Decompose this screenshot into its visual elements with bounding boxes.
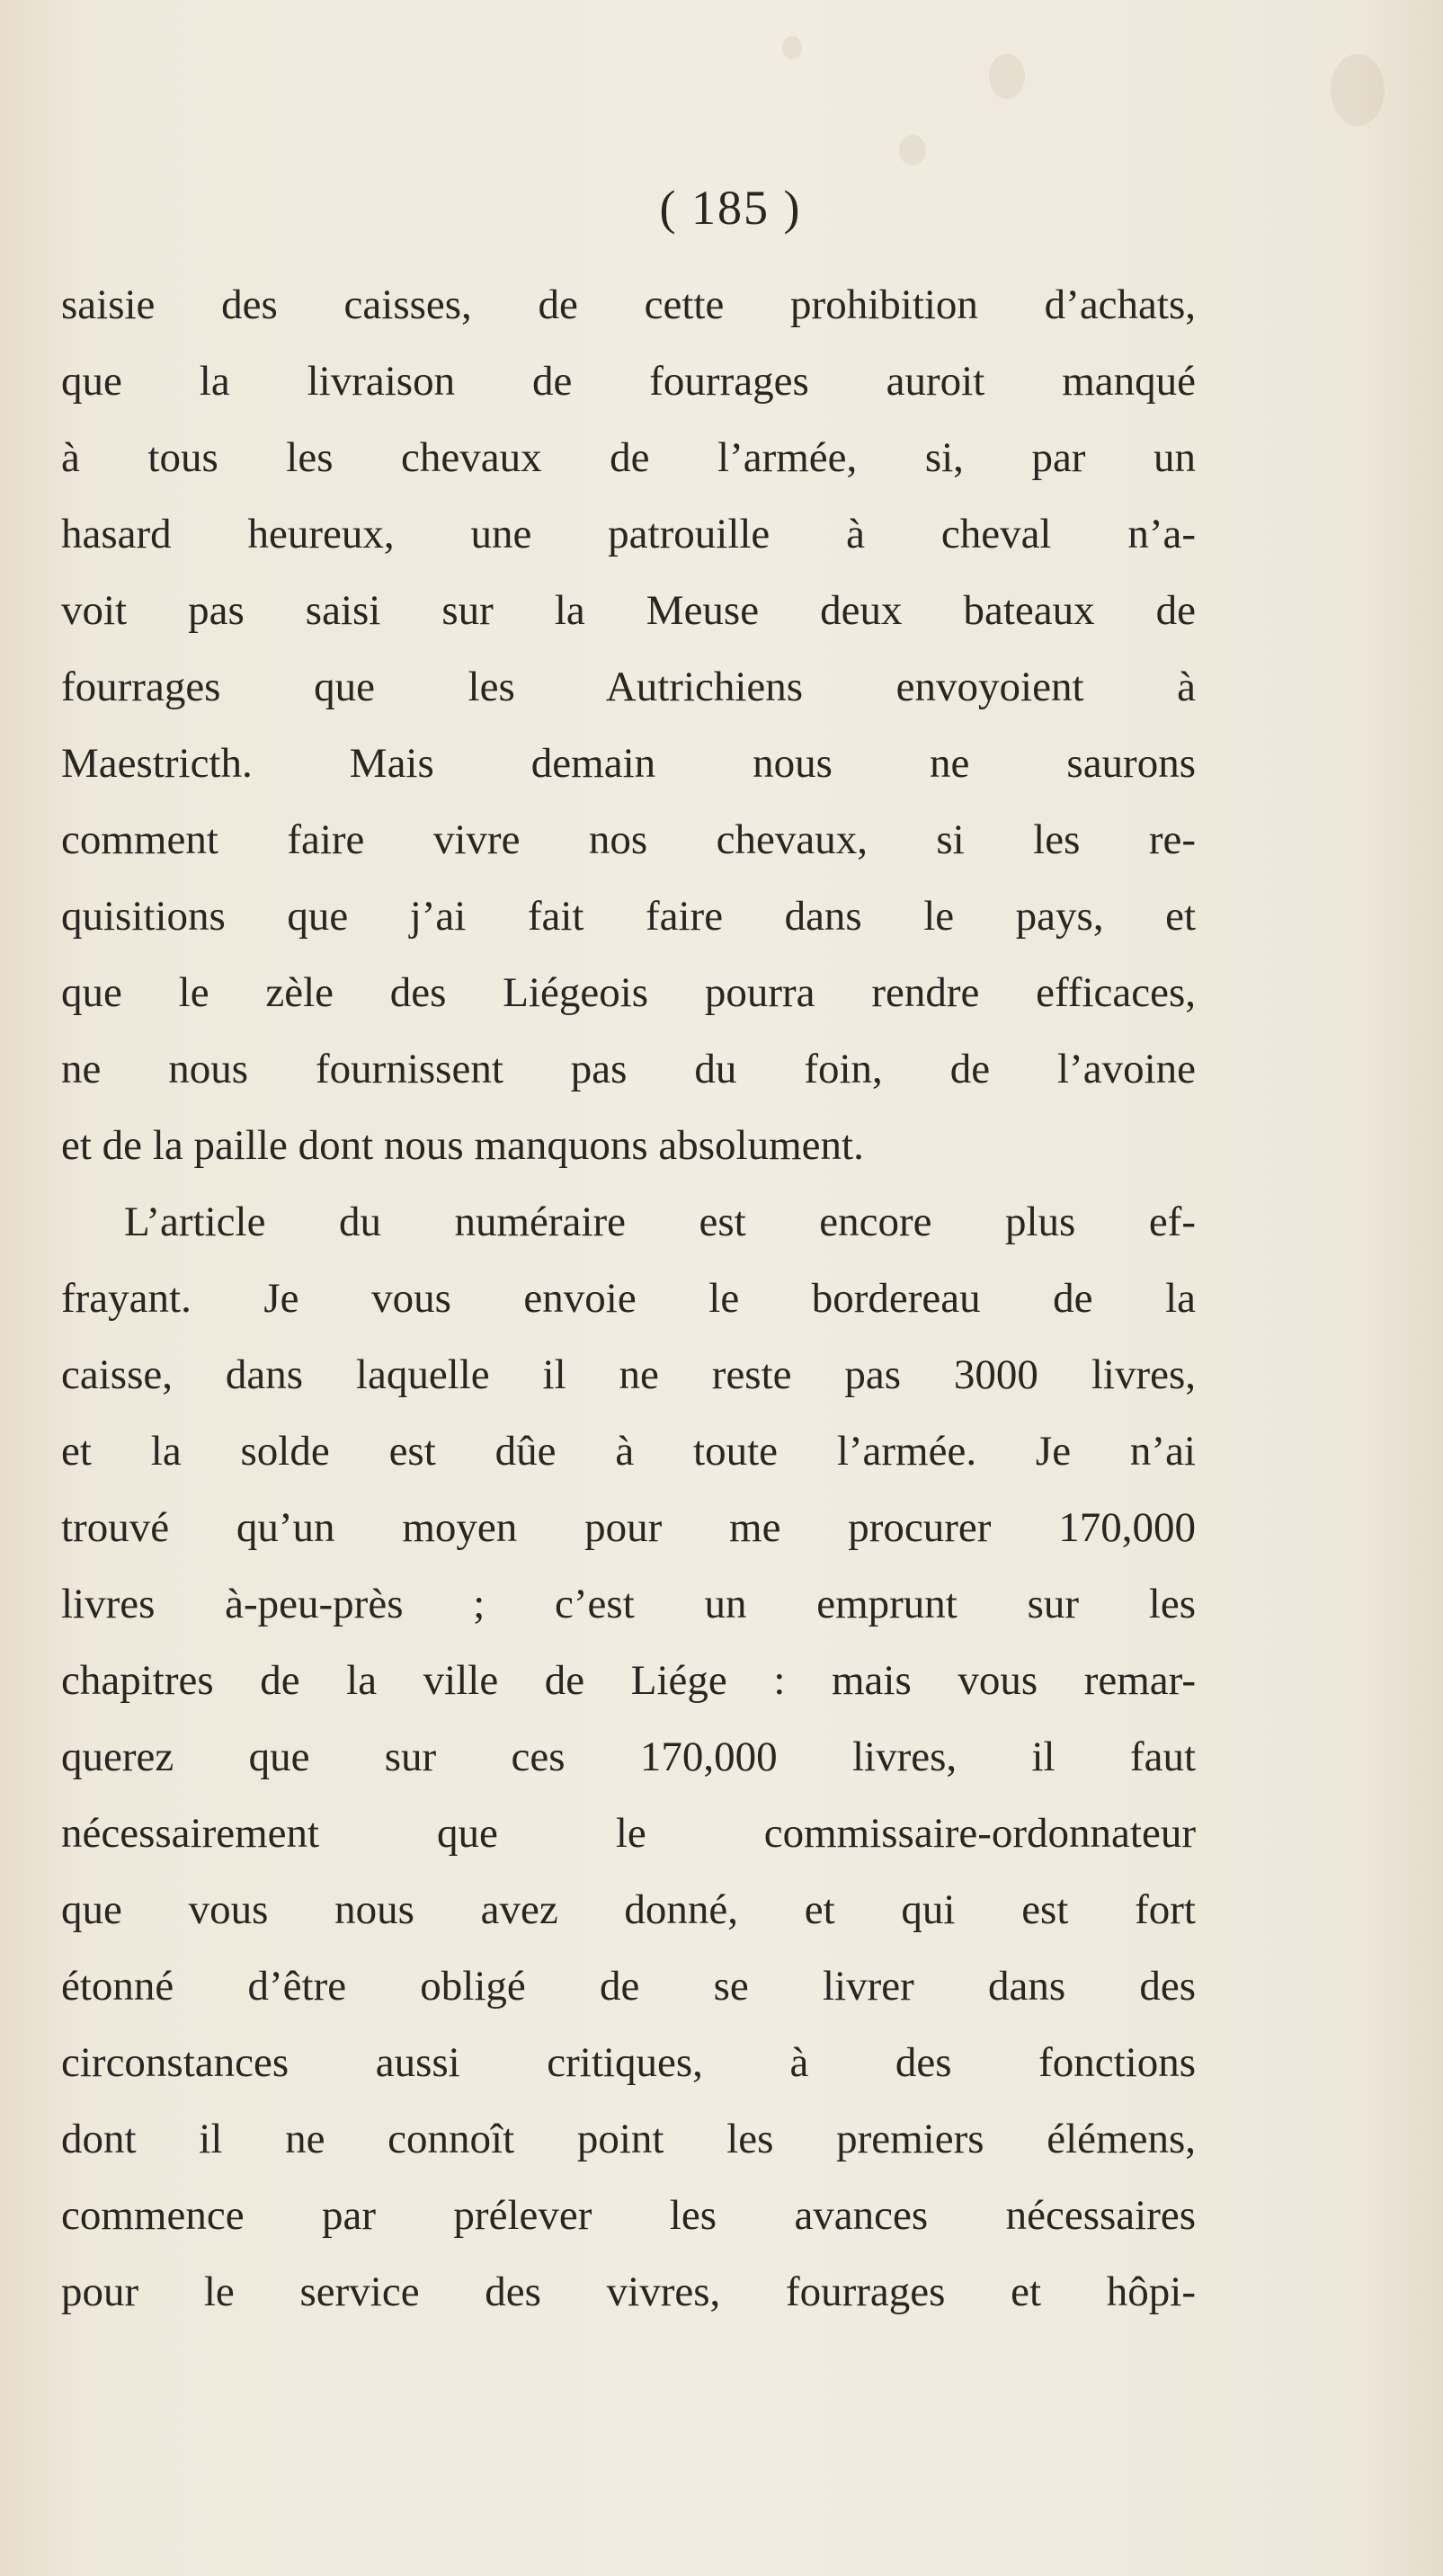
- paper-stain: [899, 135, 926, 165]
- paragraph-start-line: L’article du numéraire est encore plus ef-: [124, 1199, 1196, 1245]
- body-text: [61, 267, 1196, 2331]
- text-line: à tous les chevaux de l’armée, si, par un: [61, 434, 1196, 481]
- text-line: et la solde est dûe à toute l’armée. Je n’ai: [61, 1428, 1196, 1475]
- paper-stain: [989, 54, 1025, 99]
- text-line: comment faire vivre nos chevaux, si les re-: [61, 816, 1196, 863]
- text-line: circonstances aussi critiques, à des fonctions: [61, 2039, 1196, 2086]
- text-line: pour le service des vivres, fourrages et hôpi-: [61, 2268, 1196, 2315]
- text-line: quisitions que j’ai fait faire dans le pays, et: [61, 893, 1196, 940]
- text-line: ne nous fournissent pas du foin, de l’avoine: [61, 1046, 1196, 1092]
- text-line: que le zèle des Liégeois pourra rendre efficaces,: [61, 969, 1196, 1016]
- text-line: étonné d’être obligé de se livrer dans des: [61, 1963, 1196, 2010]
- paper-stain: [782, 36, 802, 59]
- paper-stain: [1331, 54, 1385, 126]
- text-line: que la livraison de fourrages auroit manqué: [61, 358, 1196, 405]
- text-line: querez que sur ces 170,000 livres, il faut: [61, 1734, 1196, 1780]
- text-line: et de la paille dont nous manquons absolument.: [61, 1122, 864, 1169]
- text-line: nécessairement que le commissaire-ordonnateur: [61, 1810, 1196, 1857]
- text-line: que vous nous avez donné, et qui est fort: [61, 1886, 1196, 1933]
- text-line: commence par prélever les avances nécessaires: [61, 2192, 1196, 2239]
- text-line: dont il ne connoît point les premiers élémens,: [61, 2116, 1196, 2162]
- text-line: hasard heureux, une patrouille à cheval n’a-: [61, 511, 1196, 557]
- text-line: saisie des caisses, de cette prohibition d’achats,: [61, 281, 1196, 328]
- text-line: chapitres de la ville de Liége : mais vous remar-: [61, 1657, 1196, 1704]
- text-line: voit pas saisi sur la Meuse deux bateaux de: [61, 587, 1196, 634]
- text-line: livres à-peu-près ; c’est un emprunt sur les: [61, 1581, 1196, 1627]
- text-line: fourrages que les Autrichiens envoyoient à: [61, 664, 1196, 710]
- text-line: caisse, dans laquelle il ne reste pas 3000 livres,: [61, 1351, 1196, 1398]
- page-number: ( 185 ): [659, 181, 802, 235]
- text-line: Maestricth. Mais demain nous ne saurons: [61, 740, 1196, 787]
- text-line: frayant. Je vous envoie le bordereau de la: [61, 1275, 1196, 1322]
- text-line: trouvé qu’un moyen pour me procurer 170,000: [61, 1504, 1196, 1551]
